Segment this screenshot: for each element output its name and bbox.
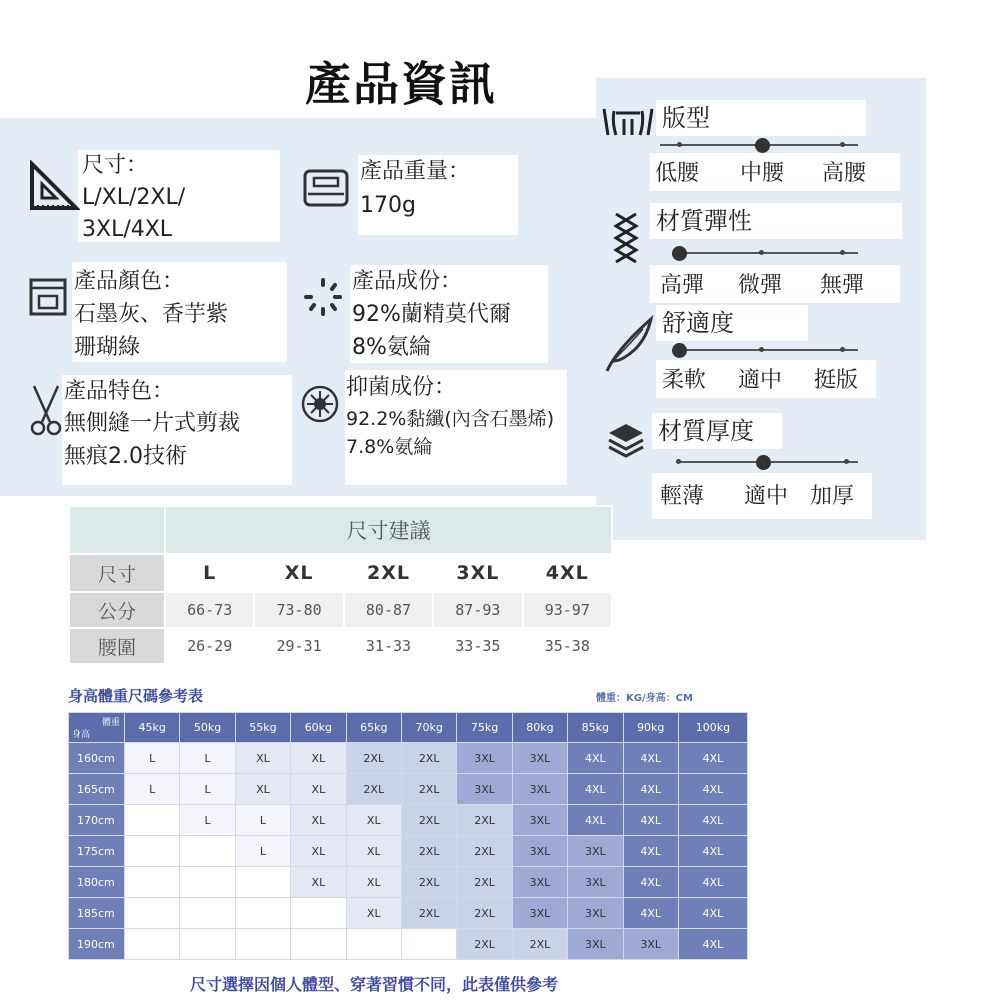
hw-height-label: 185cm (69, 898, 125, 929)
hw-size-cell: 4XL (678, 743, 747, 774)
hw-size-cell: 2XL (401, 774, 456, 805)
hw-size-cell (180, 929, 235, 960)
hw-size-cell: 2XL (401, 743, 456, 774)
hw-size-cell: 4XL (678, 774, 747, 805)
color-swatch-icon (28, 277, 68, 317)
hw-size-cell: 4XL (568, 774, 623, 805)
hw-size-cell: XL (235, 743, 290, 774)
hw-size-cell: L (180, 743, 235, 774)
hw-size-cell: 4XL (678, 929, 747, 960)
hw-size-cell: 2XL (401, 805, 456, 836)
thickness-options (652, 473, 872, 519)
hw-size-cell (346, 929, 401, 960)
size-table-cell: 87-93 (433, 592, 522, 628)
thickness-tick-1 (676, 459, 681, 464)
hw-table-row (69, 743, 748, 774)
color-label: 產品顏色： (74, 269, 185, 294)
hw-size-cell: L (125, 743, 180, 774)
hw-size-cell: 2XL (457, 805, 512, 836)
hw-size-cell: XL (291, 805, 346, 836)
hw-corner-height: 身高 (72, 730, 91, 740)
hw-size-cell: L (235, 805, 290, 836)
composition-label: 產品成份： (352, 269, 463, 294)
hw-size-cell: L (180, 774, 235, 805)
hw-weight-header: 85kg (568, 713, 623, 743)
fit-tick-1 (677, 142, 682, 147)
hw-size-cell: 4XL (678, 836, 747, 867)
size-table-header-3xl: 3XL (433, 554, 522, 592)
fit-title: 版型 (656, 100, 866, 136)
hw-weight-header: 70kg (401, 713, 456, 743)
elasticity-title: 材質彈性 (650, 203, 902, 239)
antibacterial-icon (300, 384, 340, 424)
antibac-line1: 92.2%黏纖(內含石墨烯) (346, 408, 555, 430)
hw-table-note: 尺寸選擇因個人體型、穿著習慣不同，此表僅供參考 (190, 975, 559, 994)
hw-height-label: 170cm (69, 805, 125, 836)
size-table-cell: 31-33 (344, 628, 433, 664)
hw-size-cell: 3XL (568, 867, 623, 898)
comfort-scale-line (672, 349, 858, 351)
size-table-row-label: 腰圍 (69, 628, 165, 664)
hw-height-label: 180cm (69, 867, 125, 898)
size-table-cell: 29-31 (254, 628, 343, 664)
hw-size-cell (180, 836, 235, 867)
hw-size-cell: 3XL (568, 898, 623, 929)
hw-size-cell (291, 898, 346, 929)
hw-size-cell (125, 836, 180, 867)
composition-line2: 8%氨綸 (352, 335, 431, 360)
hw-size-cell: 3XL (457, 774, 512, 805)
size-table-cell: 93-97 (523, 592, 612, 628)
ruler-triangle-icon (28, 160, 80, 212)
comfort-option-2: 適中 (738, 368, 783, 393)
hw-corner (69, 713, 125, 743)
hw-size-cell: XL (291, 774, 346, 805)
hw-size-cell: 4XL (623, 836, 678, 867)
hw-size-cell: 4XL (623, 743, 678, 774)
elasticity-selected-dot (672, 246, 687, 261)
elasticity-scale (672, 246, 858, 260)
hw-size-cell: XL (291, 867, 346, 898)
height-weight-table (68, 712, 748, 960)
size-table-header-2xl: 2XL (344, 554, 433, 592)
hw-height-label: 160cm (69, 743, 125, 774)
hw-size-cell: XL (346, 805, 401, 836)
hw-size-cell: 4XL (678, 867, 747, 898)
hw-size-cell: 3XL (512, 743, 567, 774)
size-line2: 3XL/4XL (82, 217, 173, 242)
hw-size-cell: XL (346, 867, 401, 898)
hw-table-units: 體重：KG/身高：CM (596, 693, 693, 704)
comfort-options (656, 360, 876, 398)
hw-size-cell: XL (291, 743, 346, 774)
composition-line1: 92%蘭精莫代爾 (352, 302, 511, 327)
hw-size-cell: 2XL (346, 774, 401, 805)
fit-scale (660, 138, 858, 152)
hw-size-cell (235, 898, 290, 929)
hw-size-cell (235, 929, 290, 960)
hw-size-cell: XL (346, 898, 401, 929)
hw-table-row (69, 867, 748, 898)
comfort-tick-2 (759, 347, 764, 352)
hw-size-cell: 2XL (346, 743, 401, 774)
feature-line1: 無側縫一片式剪裁 (64, 411, 241, 436)
layers-icon (606, 420, 646, 460)
antibac-line2: 7.8%氨綸 (346, 436, 433, 458)
feature-line2: 無痕2.0技術 (64, 444, 187, 469)
hw-header-row (69, 713, 748, 743)
size-table-cell: 73-80 (254, 592, 343, 628)
fit-option-1: 低腰 (655, 161, 700, 186)
hw-size-cell: 3XL (512, 774, 567, 805)
hw-table-row (69, 929, 748, 960)
hw-table-row (69, 836, 748, 867)
hw-height-label: 165cm (69, 774, 125, 805)
scissors-icon (28, 382, 64, 438)
hw-size-cell: 3XL (568, 836, 623, 867)
hw-table-row (69, 805, 748, 836)
hw-size-cell (180, 867, 235, 898)
color-line2: 珊瑚綠 (74, 335, 141, 360)
size-table-cell: 26-29 (165, 628, 254, 664)
size-table-cell: 80-87 (344, 592, 433, 628)
thickness-option-1: 輕薄 (660, 484, 705, 509)
spring-elastic-icon (612, 210, 640, 266)
hw-size-cell: 3XL (512, 898, 567, 929)
loading-spinner-icon (302, 276, 344, 318)
hw-weight-header: 65kg (346, 713, 401, 743)
hw-weight-header: 45kg (125, 713, 180, 743)
hw-size-cell: 2XL (457, 929, 512, 960)
hw-weight-header: 50kg (180, 713, 235, 743)
hw-size-cell: 2XL (401, 867, 456, 898)
hw-weight-header: 55kg (235, 713, 290, 743)
hw-size-cell (180, 898, 235, 929)
hw-size-cell: L (180, 805, 235, 836)
hw-size-cell (125, 867, 180, 898)
color-line1: 石墨灰、香芋紫 (74, 302, 229, 327)
hw-size-cell: 2XL (457, 898, 512, 929)
thickness-tick-3 (844, 459, 849, 464)
elasticity-scale-line (672, 252, 858, 254)
hw-size-cell (401, 929, 456, 960)
hw-size-cell: 3XL (512, 805, 567, 836)
thickness-scale (676, 455, 858, 469)
hw-size-cell: XL (291, 836, 346, 867)
size-label: 尺寸： (82, 153, 149, 178)
hw-weight-header: 90kg (623, 713, 678, 743)
comfort-scale (672, 343, 858, 357)
size-table-header-size: 尺寸 (69, 554, 165, 592)
size-suggestion-table (68, 505, 613, 665)
hw-size-cell: L (125, 774, 180, 805)
hw-size-cell: 4XL (623, 898, 678, 929)
page-title: 產品資訊 (305, 57, 497, 111)
fit-option-2: 中腰 (740, 161, 785, 186)
hw-corner-weight: 體重 (101, 718, 120, 728)
hw-size-cell: 3XL (623, 929, 678, 960)
hw-size-cell: 2XL (512, 929, 567, 960)
hw-size-cell: 4XL (568, 805, 623, 836)
hw-weight-header: 60kg (291, 713, 346, 743)
hw-size-cell: 4XL (623, 805, 678, 836)
fit-selected-dot (755, 138, 770, 153)
thickness-option-3: 加厚 (810, 484, 855, 509)
fit-option-3: 高腰 (822, 161, 867, 186)
size-table-header-l: L (165, 554, 254, 592)
size-table-cell: 33-35 (433, 628, 522, 664)
feature-label: 產品特色： (64, 379, 175, 404)
hw-table-title: 身高體重尺碼參考表 (68, 687, 204, 705)
antibac-label: 抑菌成份： (346, 375, 457, 400)
fit-options (650, 153, 900, 191)
fit-tick-3 (840, 142, 845, 147)
hw-table-row (69, 774, 748, 805)
hw-size-cell (125, 898, 180, 929)
size-table-header-4xl: 4XL (523, 554, 612, 592)
elasticity-option-2: 微彈 (738, 273, 783, 298)
scale-icon (302, 168, 350, 208)
hw-size-cell: 2XL (457, 836, 512, 867)
size-table-title: 尺寸建議 (165, 506, 612, 554)
elasticity-tick-3 (840, 250, 845, 255)
waist-fit-icon (600, 105, 656, 139)
thickness-title: 材質厚度 (652, 413, 782, 449)
hw-size-cell: 4XL (623, 867, 678, 898)
elasticity-tick-2 (759, 250, 764, 255)
hw-size-cell: 3XL (512, 867, 567, 898)
hw-height-label: 190cm (69, 929, 125, 960)
elasticity-option-1: 高彈 (660, 273, 705, 298)
hw-size-cell: 4XL (623, 774, 678, 805)
hw-size-cell: 2XL (401, 898, 456, 929)
size-table-cell: 66-73 (165, 592, 254, 628)
feather-icon (603, 315, 655, 375)
hw-table-body (69, 743, 748, 960)
hw-size-cell: XL (235, 774, 290, 805)
comfort-tick-3 (840, 347, 845, 352)
hw-size-cell (125, 805, 180, 836)
size-line1: L/XL/2XL/ (82, 185, 186, 210)
hw-size-cell: 2XL (401, 836, 456, 867)
thickness-option-2: 適中 (744, 484, 789, 509)
comfort-selected-dot (672, 343, 687, 358)
hw-size-cell: 2XL (457, 867, 512, 898)
hw-height-label: 175cm (69, 836, 125, 867)
size-table-corner (69, 506, 165, 554)
hw-size-cell: 4XL (678, 898, 747, 929)
elasticity-option-3: 無彈 (820, 273, 865, 298)
comfort-option-1: 柔軟 (662, 368, 707, 393)
hw-size-cell (291, 929, 346, 960)
weight-label: 產品重量： (360, 159, 471, 184)
hw-size-cell: 3XL (512, 836, 567, 867)
size-table-cell: 35-38 (523, 628, 612, 664)
hw-size-cell: 4XL (568, 743, 623, 774)
hw-size-cell: L (235, 836, 290, 867)
size-table-header-xl: XL (254, 554, 343, 592)
elasticity-options (650, 265, 900, 303)
hw-size-cell (125, 929, 180, 960)
weight-value: 170g (360, 193, 416, 218)
hw-weight-header: 100kg (678, 713, 747, 743)
comfort-title: 舒適度 (656, 305, 808, 341)
hw-weight-header: 80kg (512, 713, 567, 743)
hw-size-cell (235, 867, 290, 898)
size-table-row-label: 公分 (69, 592, 165, 628)
comfort-option-3: 挺版 (814, 368, 859, 393)
hw-table-row (69, 898, 748, 929)
hw-weight-header: 75kg (457, 713, 512, 743)
hw-size-cell: 3XL (568, 929, 623, 960)
thickness-selected-dot (756, 455, 771, 470)
hw-size-cell: XL (346, 836, 401, 867)
hw-size-cell: 3XL (457, 743, 512, 774)
hw-size-cell: 4XL (678, 805, 747, 836)
